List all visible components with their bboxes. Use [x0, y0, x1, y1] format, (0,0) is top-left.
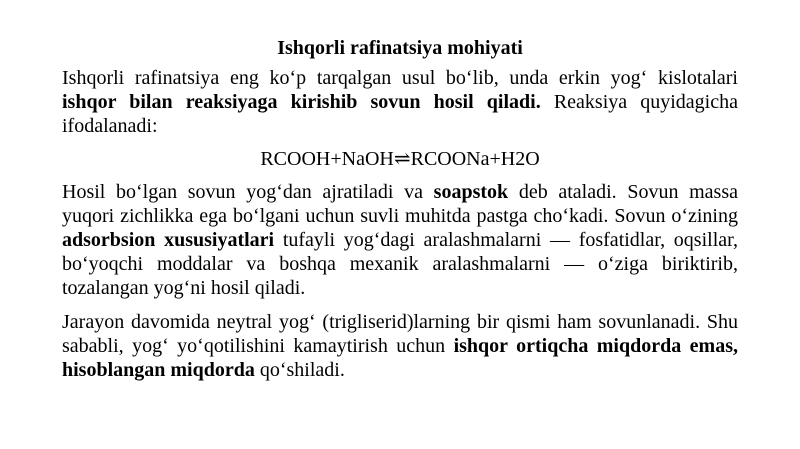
intro-text-1: Ishqorli rafinatsiya eng ko‘p tarqalgan usul bo‘lib, unda erkin yog‘ kislotalari	[62, 67, 738, 89]
paragraph-process	[62, 310, 738, 382]
soap-text-3: tufayli yog‘dagi aralashmalarni — fosfatidlar, oqsillar, bo‘yoqchi moddalar va boshqa mexanik aralashmalarni — o‘ziga biriktirib, tozalangan yog‘ni hosil qiladi.	[62, 229, 739, 299]
soap-bold-2: adsorbsion xususiyatlari	[62, 229, 275, 251]
intro-text-2: Reaksiya quyidagicha ifodalanadi:	[62, 91, 738, 137]
process-text-1: Jarayon davomida neytral yog‘ (trigliserid)larning bir qismi ham sovunlanadi. Shu sababli, yog‘ yo‘qotilishini kamaytirish uchun	[62, 311, 738, 357]
paragraph-intro	[62, 66, 738, 138]
soap-text-2: deb ataladi. Sovun massa yuqori zichlikka ega bo‘lgani uchun suvli muhitda pastga cho‘kadi. Sovun o‘zining	[62, 181, 738, 227]
soap-text-1: Hosil bo‘lgan sovun yog‘dan ajratiladi va	[62, 181, 434, 203]
soap-bold-1: soapstok	[433, 181, 509, 203]
reaction-formula: RCOOH+NaOH⇌RCOONa+H2O	[260, 148, 540, 170]
process-text-2: qo‘shiladi.	[254, 359, 345, 381]
slide-body	[62, 66, 738, 382]
slide-title: Ishqorli rafinatsiya mohiyati	[277, 37, 523, 59]
intro-bold-1: ishqor bilan reaksiyaga kirishib sovun hosil qiladi.	[62, 91, 541, 113]
process-bold-1: ishqor ortiqcha miqdorda emas, hisoblangan miqdorda	[62, 335, 738, 381]
paragraph-soap	[62, 180, 738, 300]
